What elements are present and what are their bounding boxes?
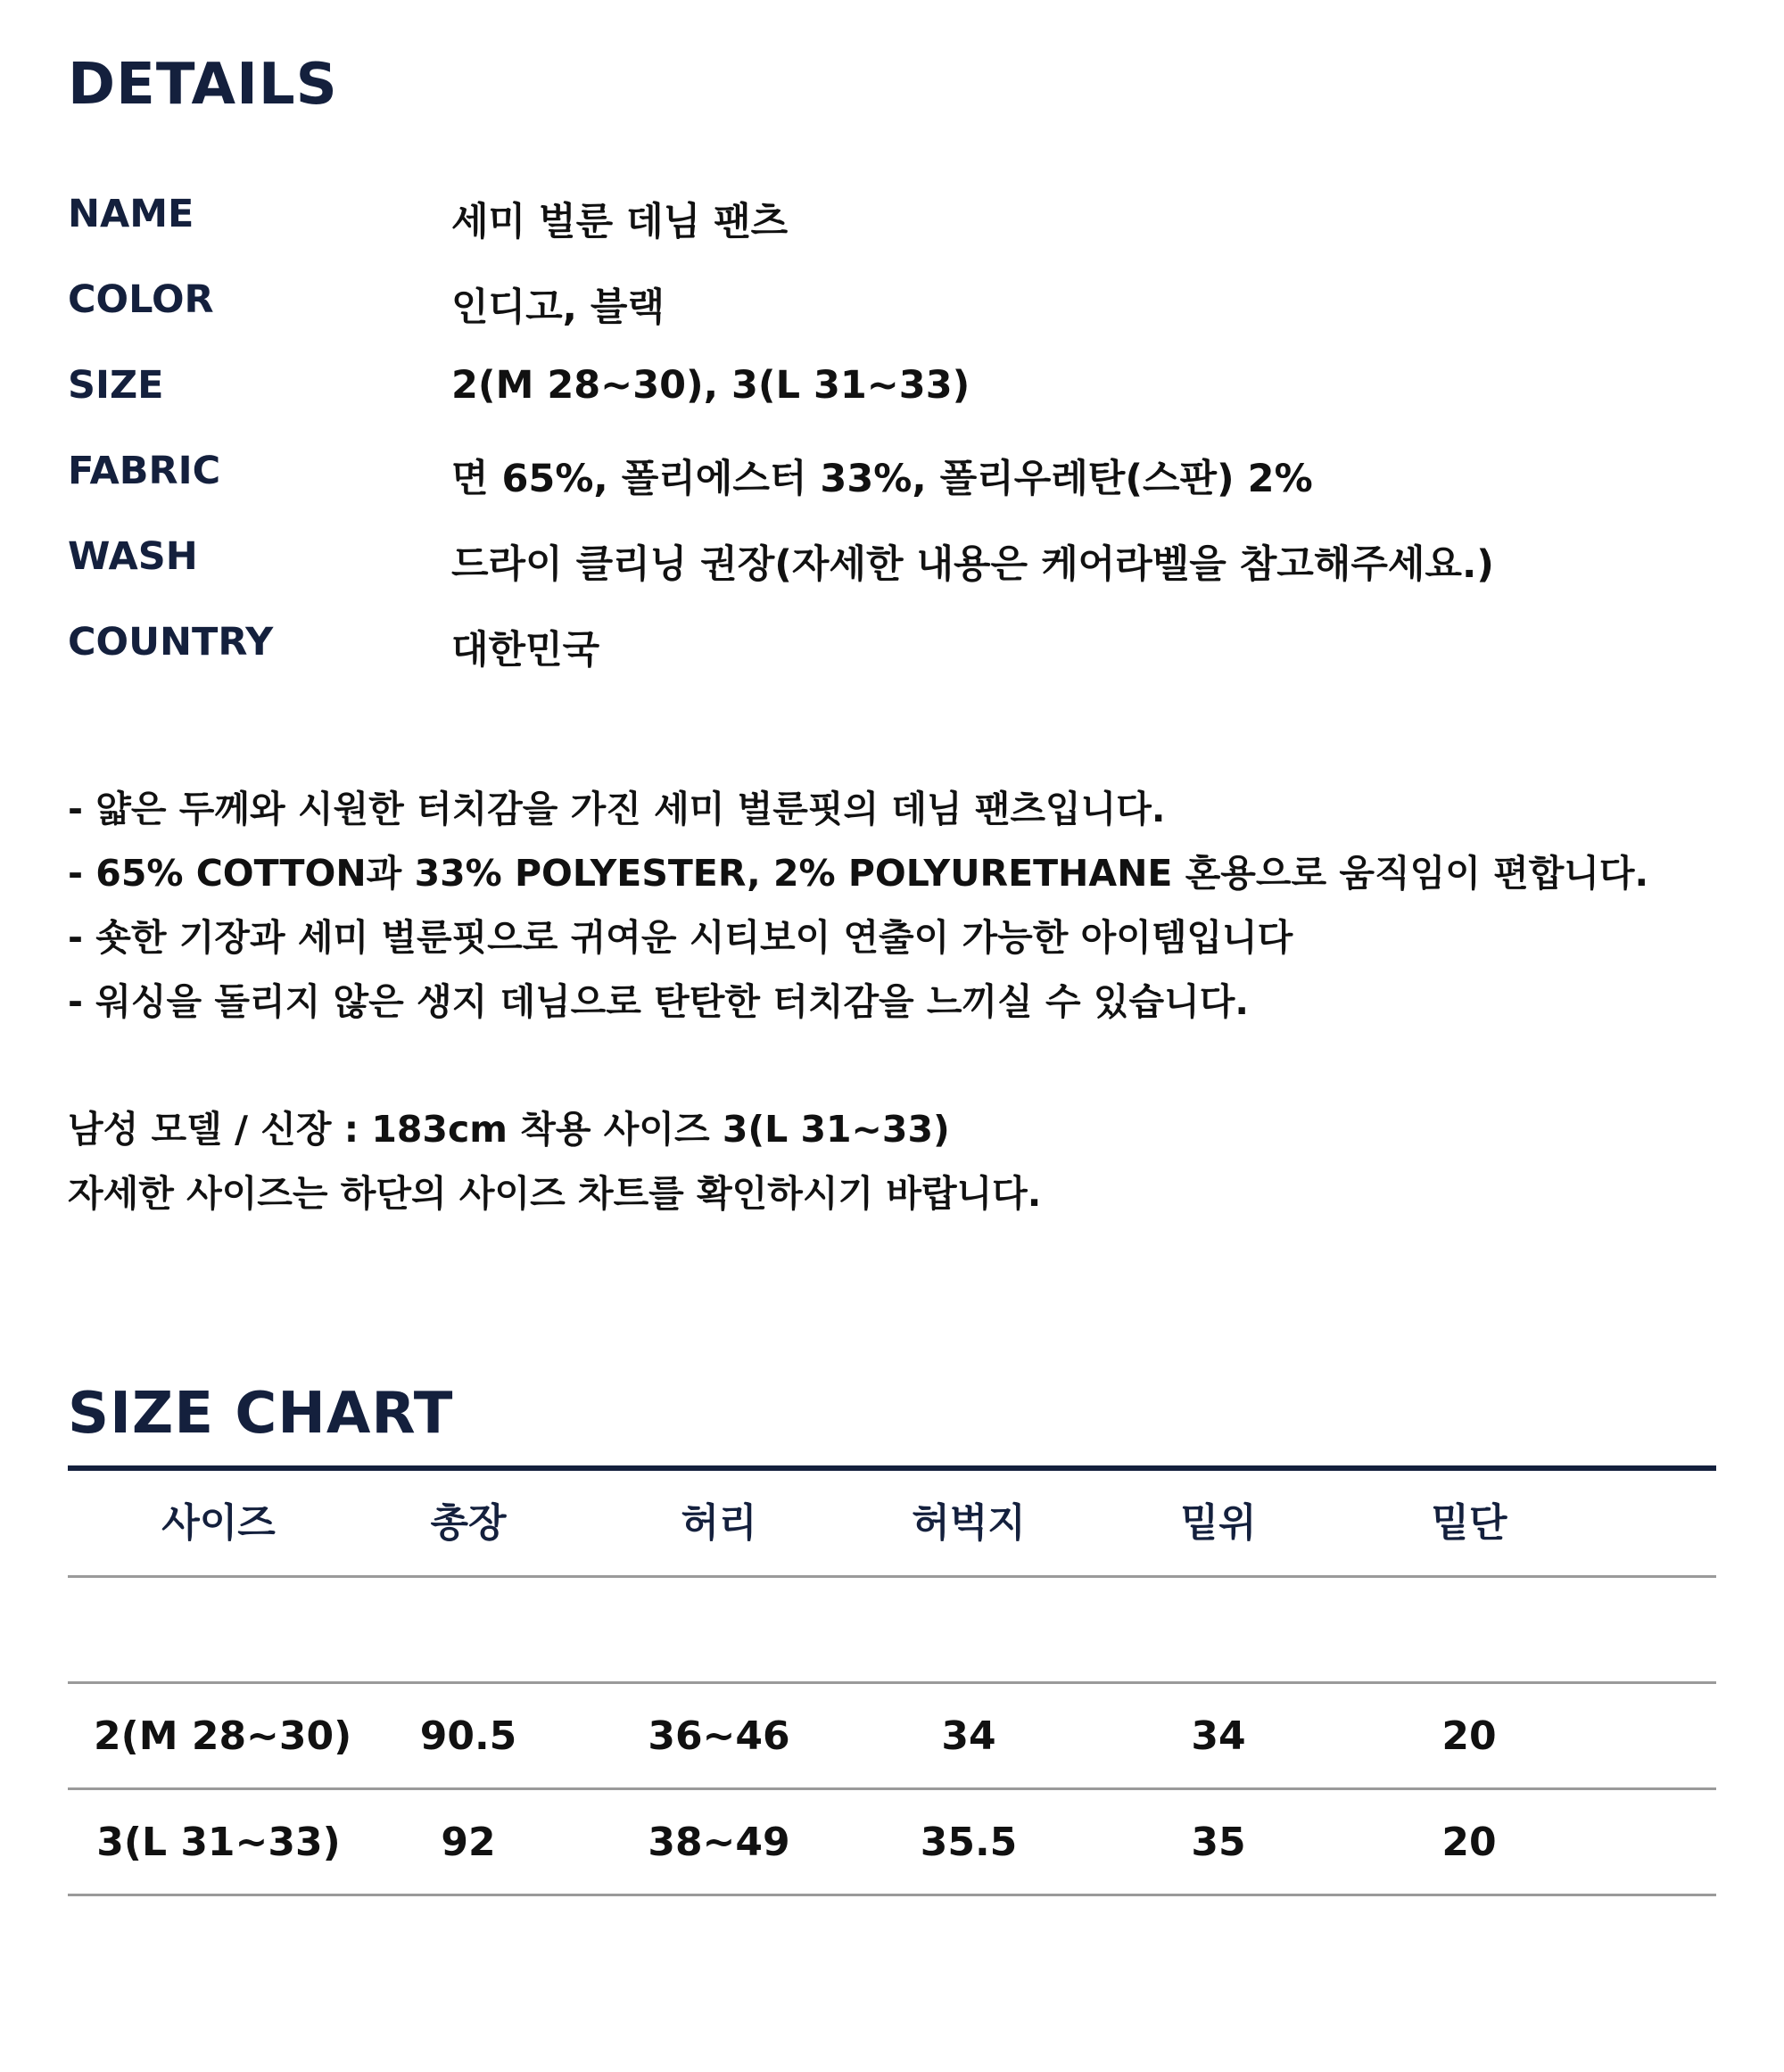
description-line: - 65% COTTON과 33% POLYESTER, 2% POLYURETHANE 혼용으로 움직임이 편합니다. [68, 852, 1649, 895]
detail-row-name [68, 192, 1716, 245]
description-line: - 얇은 두께와 시원한 터치감을 가진 세미 벌룬핏의 데님 팬츠입니다. [68, 788, 1166, 830]
size-chart-cell: 2(M 28~30) [94, 1713, 352, 1759]
detail-row-fabric [68, 449, 1716, 502]
size-chart-cell: 3(L 31~33) [96, 1820, 341, 1865]
size-chart-row [68, 1790, 1716, 1895]
size-chart-blank-row [68, 1578, 1716, 1682]
model-info-line: 남성 모델 / 신장 : 183cm 착용 사이즈 3(L 31~33) [68, 1108, 950, 1151]
detail-value: 면 65%, 폴리에스터 33%, 폴리우레탄(스판) 2% [451, 457, 1313, 501]
detail-label: SIZE [68, 363, 164, 408]
size-chart-cell: 38~49 [648, 1820, 790, 1865]
size-chart-header-cell: 허리 [681, 1500, 757, 1546]
model-info-line: 자세한 사이즈는 하단의 사이즈 차트를 확인하시기 바랍니다. [68, 1172, 1042, 1215]
size-chart-cell: 34 [941, 1713, 996, 1759]
detail-row-wash [68, 534, 1716, 588]
size-chart-row [68, 1684, 1716, 1788]
size-chart-cell: 34 [1191, 1713, 1246, 1759]
size-chart-cell: 35 [1191, 1820, 1246, 1865]
size-chart-header-cell: 밑단 [1431, 1500, 1507, 1546]
detail-label: COUNTRY [68, 620, 274, 665]
size-chart-bottom-rule [68, 1894, 1716, 1896]
detail-value: 대한민국 [451, 628, 600, 673]
size-chart-cell: 20 [1441, 1713, 1497, 1759]
detail-label: FABRIC [68, 449, 221, 493]
size-chart-cell: 20 [1441, 1820, 1497, 1865]
description-line: - 워싱을 돌리지 않은 생지 데님으로 탄탄한 터치감을 느끼실 수 있습니다. [68, 980, 1249, 1023]
size-chart-header-cell: 밑위 [1180, 1500, 1257, 1546]
detail-value: 2(M 28~30), 3(L 31~33) [451, 363, 970, 408]
size-chart-header-row [68, 1471, 1716, 1575]
detail-value: 인디고, 블랙 [451, 285, 665, 330]
detail-label: NAME [68, 192, 194, 236]
size-chart-cell: 35.5 [920, 1820, 1018, 1865]
size-chart-header-cell: 사이즈 [161, 1500, 276, 1546]
size-chart-header-cell: 허벅지 [912, 1500, 1026, 1546]
size-chart-cell: 92 [441, 1820, 496, 1865]
size-chart-title: SIZE CHART [68, 1381, 454, 1447]
detail-label: COLOR [68, 277, 214, 322]
detail-label: WASH [68, 534, 198, 579]
detail-value: 세미 벌룬 데님 팬츠 [451, 200, 789, 244]
details-title: DETAILS [68, 52, 338, 118]
detail-value: 드라이 클리닝 권장(자세한 내용은 케어라벨을 참고해주세요.) [451, 542, 1494, 587]
detail-row-country [68, 620, 1716, 673]
detail-row-size [68, 363, 1716, 417]
size-chart-cell: 36~46 [648, 1713, 790, 1759]
size-chart-cell: 90.5 [419, 1713, 517, 1759]
description-line: - 숏한 기장과 세미 벌룬핏으로 귀여운 시티보이 연출이 가능한 아이템입니다 [68, 916, 1293, 959]
size-chart-header-cell: 총장 [430, 1500, 507, 1546]
detail-row-color [68, 277, 1716, 331]
